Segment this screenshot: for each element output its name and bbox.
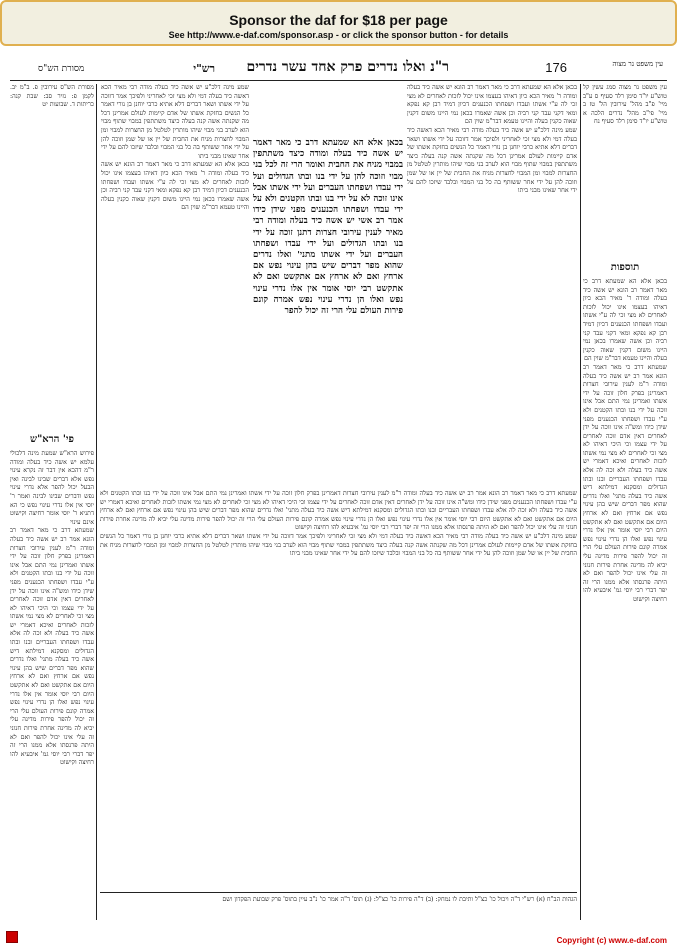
masoret-column bbox=[10, 84, 94, 424]
lower-commentary-text-2: שמע מינה דלכ"ע יש אשה כיד בעלה מודה רבי מאיר הכא דאשה כיד בעלה דמי ולא מצי זכי לאחריני ולפיכך אמר דזוכה על ידי אשתו ושאר דברים דלא אתיא כרבי יוחנן בן נורי דאמר כל הנשים בחזקת אשתו של אדם קיימות לעולם אמרינן דכל מה שקנתה אשה קנה בעלה כיצד משתתפין במבוי שתוף מבוי הוא לערב בני מבוי שיהו מותרין לטלטל מן החצרות למבוי ומן המבוי לחצרות מניח את החבית של יין או של שמן וזוכה להן על ידי אחר ששותף בה כל בני המבוי ובלבד שיזכו להם על ידי אחר שאינו מבני ביתו bbox=[100, 532, 577, 558]
sponsor-title[interactable]: Sponsor the daf for $18 per page bbox=[229, 12, 448, 28]
piskei-text-continued: שמעתא דרב כי מאר דאמר רב הונא אמר רב יש אשה כיד בעלה ומודה ר"מ לענין עירובי חצרות דאמרינן בפרק חלון זוכה על ידי אשתו ואמרינן נמי התם אבל אינו זוכה על ידי בנו ובתו הקטנים ולא ע"י עבדו ושפחתו הכנענים מפני שידן כידו ומש"ה אינו זוכה על ידן לאחרים דאין אדם זוכה לאחרים על ידי עצמו וכי היכי דאיהו לא מצי זכי לאחרים לא מצי נמי אשתו לזכות לאחרים ואיכא דאמרי יש אשה כיד בעלה ולא זכה לה אלא עבדו ושפחתו העבריים ובנו ובתו הגדולים ומסקנא דמילתא דיש אשה כיד בעלה מתני' ואלו נדרים שהוא מפר דברים שיש בהן עינוי נפש אם ארחץ ואם לא ארחץ היום אם אתקשט ואם לא אתקשט היום רבי יוסי אומר אין אלו נדרי עינוי נפש ואלו הן נדרי עינוי נפש אמרה קונם פירות העולם עלי הרי זה יכול להפר פירות מדינה עלי יביא לה מדינה אחרת פירות חנוני זה עלי אינו יכול להפר ואם לא היתה פרנסתו אלא ממנו הרי זה יפר דברי רבי יוסי גמ' איבעיא להו רחיצה וקישוט bbox=[10, 527, 94, 767]
gemara-column bbox=[253, 138, 403, 486]
rashi-text-continued: בכאן אלא הא שמעתא דרב כי מאר דאמר רב הונא יש אשה כיד בעלה ומודה ר' מאיר הכא כיון דאיהו בעצמו אינו יכול לזכות לאחרים לא מצי זכי לה ע"י אשתו ועבדו ושפחתו הכנענים דכיון דמיד רבן קא נפקא ומאי דקני עבד קני רביה וכן אשה שאמרו בכאן נמי היינו משום דקנין שאוה כקנין בעלה והיינו טעמא דבר"מ שוין הם bbox=[101, 161, 249, 212]
rashi-text: שמע מינה דלכ"ע יש אשה כיד בעלה מודה רבי מאיר הכא דאשה כיד בעלה דמי ולא מצי זכי לאחריני ולפיכך אמר דזוכה על ידי אשתו ושאר דברים דלא אתיא כרבי יוחנן בן נורי דאמר כל הנשים בחזקת אשתו של אדם קיימות לעולם אמרינן דכל מה שקנתה אשה קנה בעלה כיצד משתתפין במבוי שתוף מבוי הוא לערב בני מבוי שיהו מותרין לטלטל מן החצרות למבוי ומן המבוי לחצרות מניח את החבית של יין או של שמן וזוכה להן על ידי אחר ששותף בה כל בני המבוי ובלבד שיזכו להם על ידי אחר שאינו מבני ביתו bbox=[101, 84, 249, 160]
rashi-column bbox=[101, 84, 249, 484]
copyright-link[interactable]: Copyright (c) www.e-daf.com bbox=[556, 936, 667, 945]
lower-commentary bbox=[100, 490, 577, 888]
masoret-text: מסורת הש"ס עירובין פ. ב"מ יב. לקמן פ: נזיר סב: שבת קנה: כריתות ד. שבועות יט bbox=[10, 84, 94, 109]
tosafot-margin-text: בכאן אלא הא שמעתא דרב כי מאר דאמר רב הונא יש אשה כיד בעלה ומודה ר' מאיר הכא כיון דאיהו בעצמו אינו יכול לזכות לאחרים לא מצי זכי לה ע"י אשתו ועבדו ושפחתו הכנענים דכיון דמיד רבן קא נפקא ומאי דקני עבד קני רביה וכן אשה שאמרו בכאן נמי היינו משום דקנין שאוה כקנין בעלה והיינו טעמא דבר"מ שוין הם bbox=[583, 278, 667, 363]
ein-mishpat-text: עין משפט נר מצוה סמג עשין קל טוש"ע יו"ד סימן רלד סעיף ס ע"ב מיי' פ"ב מהל' עירובין הל' טז ב מיי' פי"ב מהל' נדרים הלכה א טוש"ע יו"ד סימן רלד סעיף נח bbox=[583, 84, 667, 126]
page-title: ר"נ ואלו נדרים פרק אחד עשר נדרים bbox=[246, 59, 449, 75]
footnote-text: הגהות הב"ח (א) רש"י ד"ה ויכול כו' כצ"ל ותיבת לו נמחק: (ב) ד"ה פירות כו' כצ"ל: (ג) תוס' ד"ה אמר כו' נ"ב עיין בתוס' פרק שבועת הפקדון ושם bbox=[222, 896, 577, 903]
lower-commentary-text: שמעתא דרב כי מאר דאמר רב הונא אמר רב יש אשה כיד בעלה ומודה ר"מ לענין עירובי חצרות דאמרינן בפרק חלון זוכה על ידי אשתו ואמרינן נמי התם אבל אינו זוכה על ידי בנו ובתו הקטנים ולא ע"י עבדו ושפחתו הכנענים מפני שידן כידו ומש"ה אינו זוכה על ידן לאחרים דאין אדם זוכה לאחרים על ידי עצמו וכי היכי דאיהו לא מצי זכי לאחרים לא מצי נמי אשתו לזכות לאחרים ואיכא דאמרי יש אשה כיד בעלה ולא זכה לה אלא עבדו ושפחתו העבריים ובנו ובתו הגדולים ומסקנא דמילתא דיש אשה כיד בעלה מתני' ואלו נדרים שהוא מפר דברים שיש בהן עינוי נפש אם ארחץ ואם לא ארחץ היום אם אתקשט ואם לא אתקשט היום רבי יוסי אומר אין אלו נדרי עינוי נפש ואלו הן נדרי עינוי נפש אמרה קונם פירות העולם עלי הרי זה יכול להפר פירות מדינה עלי יביא לה מדינה אחרת פירות חנוני זה עלי אינו יכול להפר ואם לא היתה פרנסתו אלא ממנו הרי זה יפר דברי רבי יוסי גמ' איבעיא להו רחיצה וקישוט bbox=[100, 490, 577, 532]
piskei-text: פירוש הרא"ש שמעת מינה דלכולי עלמא יש אשה כיד בעלה ומודה ר"מ דהכא אין דבר זה נקרא עינוי נפש אלא דברים שבינו לבינה ואין הבעל יכול להפר אלא נדרי עינוי נפש ודברים שבינו לבינה ואמר ר' יוסי אין אלו נדרי עינוי נפש כי הא דתניא ר' יוסי אומר רחיצה וקישוט אינם עינוי bbox=[10, 450, 94, 526]
gemara-text: בכאן אלא הא שמעתא דרב כי מאר דאמר יש אשה כיד בעלה ומודה כיצד משתתפין במבוי מניח את החבית ואומר הרי זה לכל בני מבוי וזוכה להן על ידי בנו ובתו הגדולים ועל ידי עבדו ושפחתו העברים ועל ידי אשתו אבל אינו זוכה לא על ידי בנו ובתו הקטנים ולא על ידי עבדו ושפחתו הכנענים מפני שידן כידו אמר רב אשי יש אשה כיד בעלה ומודה רבי מאיר לענין עירובי חצרות דתנן זוכה על ידי בנו ובתו הגדולים ועל ידי עבדו ושפחתו העברים ועל ידי אשתו מתני' ואלו נדרים שהוא מפר דברים שיש בהן עינוי נפש אם ארחץ ואם לא ארחץ אם אתקשט ואם לא אתקשט רבי יוסי אומר אין אלו נדרי עינוי נפש ואלו הן נדרי עינוי נפש אמרה קונם פירות העולם עלי הרי זה יכול להפר bbox=[253, 138, 403, 317]
header-rule bbox=[10, 80, 667, 81]
piskei-column bbox=[10, 450, 94, 920]
page-number: 176 bbox=[545, 60, 567, 75]
tosafot-margin-column bbox=[583, 278, 667, 918]
talmud-page bbox=[10, 50, 667, 932]
tosafot-text: בכאן אלא הא שמעתא דרב כי מאר דאמר רב הונא יש אשה כיד בעלה ומודה ר' מאיר הכא כיון דאיהו בעצמו אינו יכול לזכות לאחרים לא מצי זכי לה ע"י אשתו ועבדו ושפחתו הכנענים דכיון דמיד רבן קא נפקא ומאי דקני עבד קני רביה וכן אשה שאמרו בכאן נמי היינו משום דקנין שאוה כקנין בעלה והיינו טעמא דבר"מ שוין הם bbox=[407, 84, 577, 126]
footnotes bbox=[100, 896, 577, 926]
ein-mishpat-column bbox=[583, 84, 667, 252]
tosafot-margin-continued: שמעתא דרב כי מאר דאמר רב הונא אמר רב יש אשה כיד בעלה ומודה ר"מ לענין עירובי חצרות דאמרינן בפרק חלון זוכה על ידי אשתו ואמרינן נמי התם אבל אינו זוכה על ידי בנו ובתו הקטנים ולא ע"י עבדו ושפחתו הכנענים מפני שידן כידו ומש"ה אינו זוכה על ידן לאחרים דאין אדם זוכה לאחרים על ידי עצמו וכי היכי דאיהו לא מצי זכי לאחרים לא מצי נמי אשתו לזכות לאחרים ואיכא דאמרי יש אשה כיד בעלה ולא זכה לה אלא עבדו ושפחתו העבריים ובנו ובתו הגדולים ומסקנא דמילתא דיש אשה כיד בעלה מתני' ואלו נדרים שהוא מפר דברים שיש בהן עינוי נפש אם ארחץ ואם לא ארחץ היום אם אתקשט ואם לא אתקשט היום רבי יוסי אומר אין אלו נדרי עינוי נפש ואלו הן נדרי עינוי נפש אמרה קונם פירות העולם עלי הרי זה יכול להפר פירות מדינה עלי יביא לה מדינה אחרת פירות חנוני זה עלי אינו יכול להפר ואם לא היתה פרנסתו אלא ממנו הרי זה יפר דברי רבי יוסי גמ' איבעיא להו רחיצה וקישוט bbox=[583, 363, 667, 603]
right-margin-rule bbox=[580, 84, 581, 920]
footnote-rule bbox=[100, 892, 577, 893]
masoret-heading: מסורת הש"ס bbox=[38, 64, 85, 74]
header-ein-mishpat: עין משפט נר מצוה bbox=[612, 60, 663, 68]
tosafot-text-continued: שמע מינה דלכ"ע יש אשה כיד בעלה מודה רבי מאיר הכא דאשה כיד בעלה דמי ולא מצי זכי לאחריני ולפיכך אמר דזוכה על ידי אשתו ושאר דברים דלא אתיא כרבי יוחנן בן נורי דאמר כל הנשים בחזקת אשתו של אדם קיימות לעולם אמרינן דכל מה שקנתה אשה קנה בעלה כיצד משתתפין במבוי שתוף מבוי הוא לערב בני מבוי שיהו מותרין לטלטל מן החצרות למבוי ומן המבוי לחצרות מניח את החבית של יין או של שמן וזוכה להן על ידי אחר ששותף בה כל בני המבוי ובלבד שיזכו להם על ידי אחר שאינו מבני ביתו bbox=[407, 126, 577, 195]
piskei-label: פי' הרא"ש bbox=[30, 434, 74, 445]
sponsor-banner[interactable] bbox=[0, 0, 677, 46]
sponsor-subtitle: See http://www.e-daf.com/sponsor.asp - or click the sponsor button - for details bbox=[168, 30, 509, 40]
tosafot-label: תוספות bbox=[610, 262, 640, 273]
left-margin-rule bbox=[96, 84, 97, 920]
page-header bbox=[10, 58, 667, 80]
rashi-heading: רש"י bbox=[193, 62, 215, 75]
sponsor-button-icon[interactable] bbox=[6, 931, 18, 943]
tosafot-column bbox=[407, 84, 577, 484]
